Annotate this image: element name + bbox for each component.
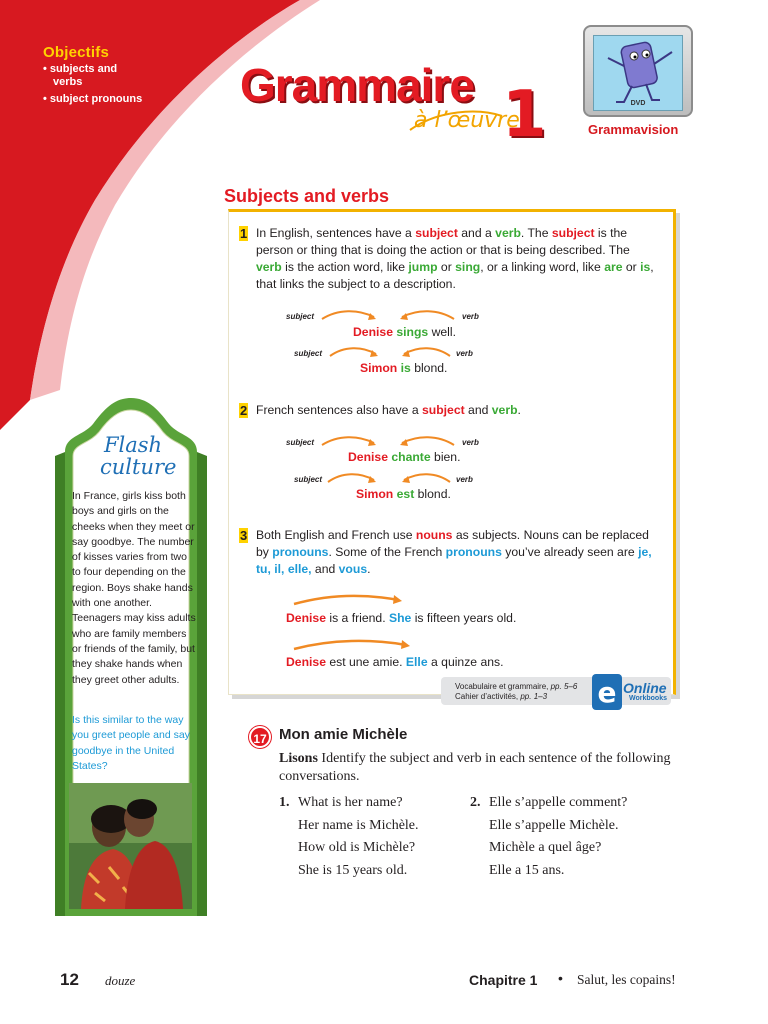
- page-subtitle: à l’œuvre: [414, 108, 520, 133]
- verb-label: verb: [462, 438, 479, 447]
- objectives-panel: [43, 44, 143, 106]
- paragraph-3: Both English and French use nouns as subjects. Nouns can be replaced by pronouns. Some of the French pronouns you’ve already seen are je, tu, il, elle, and vous.: [256, 528, 652, 576]
- example-sentence: Simon est blond.: [356, 487, 451, 501]
- verb-label: verb: [462, 312, 479, 321]
- example-arrows-icon: [318, 305, 458, 325]
- objective-item: • subject pronouns: [43, 93, 143, 105]
- objectives-title: Objectifs: [43, 44, 109, 61]
- point-number: 2: [240, 403, 248, 418]
- example-sentence: Simon is blond.: [360, 361, 448, 375]
- paragraph-2: French sentences also have a subject and verb.: [256, 403, 521, 417]
- example-sentence: Denise chante bien.: [348, 450, 461, 464]
- conversation-number: 1.: [279, 795, 290, 810]
- point-number: 1: [240, 226, 248, 241]
- paragraph-1: In English, sentences have a subject and a verb. The subject is the person or thing that is doing the action or that is being described. The verb is the action word, like jump or sing, or a linking word, like are or is, that links the subject to a description.: [256, 226, 654, 291]
- point-number: 3: [240, 528, 248, 543]
- conversation-1: [298, 792, 419, 882]
- verb-label: verb: [456, 475, 473, 484]
- flash-culture-title: Flash culture: [100, 433, 177, 479]
- flash-culture-question: Is this similar to the way you greet people and say goodbye in the United States?: [72, 714, 190, 772]
- conversation-line: Elle s’appelle comment?: [489, 795, 628, 810]
- conversation-line: Elle s’appelle Michèle.: [489, 817, 619, 833]
- activity-instructions: Lisons Identify the subject and verb in each sentence of the following conversations.: [279, 751, 671, 784]
- dvd-label: DVD: [630, 100, 646, 107]
- pronoun-example-sentence: Denise is a friend. She is fifteen years old.: [286, 611, 517, 625]
- chapter-label: Chapitre 1: [469, 972, 538, 988]
- page-number-word: douze: [105, 973, 136, 988]
- conversation-number: 2.: [470, 795, 481, 810]
- grammaire-title-block: [240, 58, 550, 152]
- chapter-title: Salut, les copains!: [577, 972, 676, 987]
- grammavision-label[interactable]: Grammavision: [588, 122, 679, 137]
- conversation-line: What is her name?: [298, 795, 403, 810]
- section-heading: Subjects and verbs: [224, 186, 390, 206]
- online-e-logo-icon[interactable]: [590, 672, 624, 712]
- subject-label: subject: [294, 475, 323, 484]
- footer-separator: •: [558, 970, 563, 986]
- example-arrows-icon: [324, 468, 454, 488]
- workbooks-label[interactable]: Workbooks: [629, 695, 667, 702]
- conversation-line: Michèle a quel âge?: [489, 840, 602, 855]
- activity-number-badge: 17: [249, 726, 271, 748]
- dvd-screen: [593, 35, 683, 111]
- greeting-photo: [69, 783, 192, 909]
- example-sentence: Denise sings well.: [353, 325, 456, 339]
- pronoun-arrow-icon: [290, 592, 406, 608]
- grammar-number: 1: [502, 78, 547, 152]
- page-number: 12: [60, 970, 79, 989]
- conversation-line: Her name is Michèle.: [298, 817, 419, 833]
- example-arrows-icon: [326, 342, 454, 362]
- workbook-reference: Vocabulaire et grammaire, pp. 5–6 Cahier d’activités, pp. 1–3: [441, 677, 671, 705]
- pronoun-example-sentence: Denise est une amie. Elle a quinze ans.: [286, 655, 504, 669]
- grammavision-dvd-button[interactable]: [583, 25, 693, 117]
- pronoun-arrow-icon: [290, 637, 414, 653]
- subject-label: subject: [286, 438, 315, 447]
- svg-text:e: e: [597, 676, 617, 709]
- conversation-line: How old is Michèle?: [298, 840, 416, 855]
- flash-culture-text: In France, girls kiss both boys and girls on the cheeks when they meet or say goodbye. The number of kisses varies from two to four depending on the region. Boys shake hands with one another. Teenagers may kiss adults who are family members or friends of the family, but they shake hands when they greet other adults.: [72, 490, 196, 686]
- activity-title: Mon amie Michèle: [279, 726, 408, 743]
- conversation-line: She is 15 years old.: [298, 862, 408, 878]
- online-label[interactable]: Online: [623, 680, 667, 696]
- page-title: Grammaire: [240, 59, 474, 111]
- conversation-line: Elle a 15 ans.: [489, 862, 565, 878]
- subject-label: subject: [286, 312, 315, 321]
- example-arrows-icon: [318, 431, 458, 451]
- verb-label: verb: [456, 349, 473, 358]
- subject-label: subject: [294, 349, 323, 358]
- objective-item: • subjects and verbs: [43, 63, 118, 88]
- conversation-2: [489, 792, 627, 882]
